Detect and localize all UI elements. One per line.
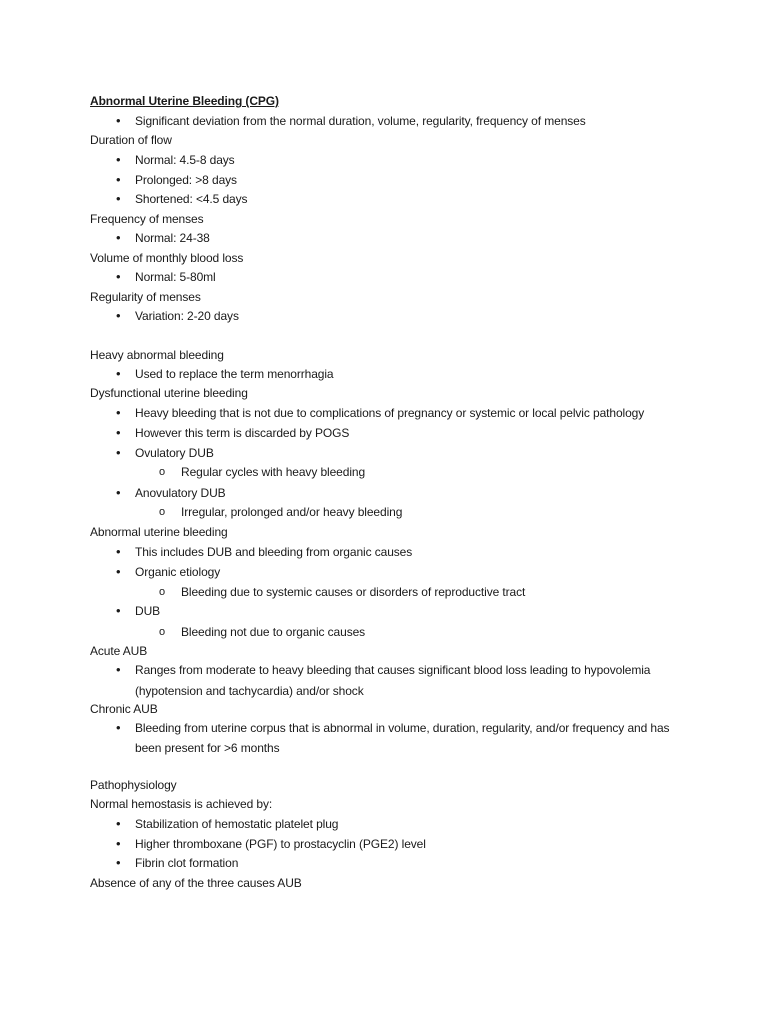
list-item: Bleeding from uterine corpus that is abnormal in volume, duration, regularity, and/or frequency and has xyxy=(135,721,670,735)
section-heading: Absence of any of the three causes AUB xyxy=(90,876,302,890)
section-heading: Dysfunctional uterine bleeding xyxy=(90,386,248,400)
bullet-icon: • xyxy=(116,113,121,128)
list-item: Ranges from moderate to heavy bleeding that causes significant blood loss leading to hypovolemia xyxy=(135,663,651,677)
bullet-icon: • xyxy=(116,603,121,618)
bullet-icon: • xyxy=(116,425,121,440)
document-title: Abnormal Uterine Bleeding (CPG) xyxy=(90,94,279,108)
list-item: Normal: 4.5-8 days xyxy=(135,153,235,167)
sub-list-item: Irregular, prolonged and/or heavy bleeding xyxy=(181,505,403,519)
section-heading: Frequency of menses xyxy=(90,212,204,226)
list-item: DUB xyxy=(135,604,161,618)
bullet-icon: • xyxy=(116,485,121,500)
list-item: Used to replace the term menorrhagia xyxy=(135,367,334,381)
section-heading: Regularity of menses xyxy=(90,290,201,304)
section-heading: Normal hemostasis is achieved by: xyxy=(90,797,273,811)
circle-bullet-icon: o xyxy=(159,586,166,598)
list-item: Normal: 24-38 xyxy=(135,231,210,245)
bullet-icon: • xyxy=(116,836,121,851)
bullet-icon: • xyxy=(116,816,121,831)
list-item: Shortened: <4.5 days xyxy=(135,192,248,206)
sub-list-item: Regular cycles with heavy bleeding xyxy=(181,465,366,479)
bullet-icon: • xyxy=(116,172,121,187)
bullet-icon: • xyxy=(116,445,121,460)
list-item: Heavy bleeding that is not due to complications of pregnancy or systemic or local pelvic pathology xyxy=(135,406,645,420)
section-heading: Duration of flow xyxy=(90,133,172,147)
circle-bullet-icon: o xyxy=(159,626,166,638)
bullet-icon: • xyxy=(116,544,121,559)
section-heading: Pathophysiology xyxy=(90,778,177,792)
bullet-icon: • xyxy=(116,662,121,677)
bullet-icon: • xyxy=(116,269,121,284)
section-heading: Volume of monthly blood loss xyxy=(90,251,244,265)
sub-list-item: Bleeding due to systemic causes or disorders of reproductive tract xyxy=(181,585,526,599)
list-item: (hypotension and tachycardia) and/or shock xyxy=(135,684,364,698)
circle-bullet-icon: o xyxy=(159,466,166,478)
list-item: However this term is discarded by POGS xyxy=(135,426,350,440)
bullet-icon: • xyxy=(116,564,121,579)
section-heading: Acute AUB xyxy=(90,644,148,658)
bullet-icon: • xyxy=(116,191,121,206)
bullet-icon: • xyxy=(116,405,121,420)
list-item: Variation: 2-20 days xyxy=(135,309,239,323)
list-item: been present for >6 months xyxy=(135,741,280,755)
list-item: Fibrin clot formation xyxy=(135,856,239,870)
bullet-icon: • xyxy=(116,308,121,323)
list-item: Organic etiology xyxy=(135,565,221,579)
list-item: Normal: 5-80ml xyxy=(135,270,216,284)
bullet-icon: • xyxy=(116,720,121,735)
bullet-icon: • xyxy=(116,230,121,245)
section-heading: Heavy abnormal bleeding xyxy=(90,348,224,362)
sub-list-item: Bleeding not due to organic causes xyxy=(181,625,366,639)
list-item: Stabilization of hemostatic platelet plug xyxy=(135,817,339,831)
circle-bullet-icon: o xyxy=(159,506,166,518)
bullet-icon: • xyxy=(116,855,121,870)
bullet-icon: • xyxy=(116,152,121,167)
list-item: Prolonged: >8 days xyxy=(135,173,237,187)
section-heading: Abnormal uterine bleeding xyxy=(90,525,228,539)
list-item: Significant deviation from the normal duration, volume, regularity, frequency of menses xyxy=(135,114,586,128)
list-item: Anovulatory DUB xyxy=(135,486,226,500)
section-heading: Chronic AUB xyxy=(90,702,158,716)
list-item: Higher thromboxane (PGF) to prostacyclin (PGE2) level xyxy=(135,837,426,851)
list-item: Ovulatory DUB xyxy=(135,446,214,460)
bullet-icon: • xyxy=(116,366,121,381)
list-item: This includes DUB and bleeding from organic causes xyxy=(135,545,413,559)
